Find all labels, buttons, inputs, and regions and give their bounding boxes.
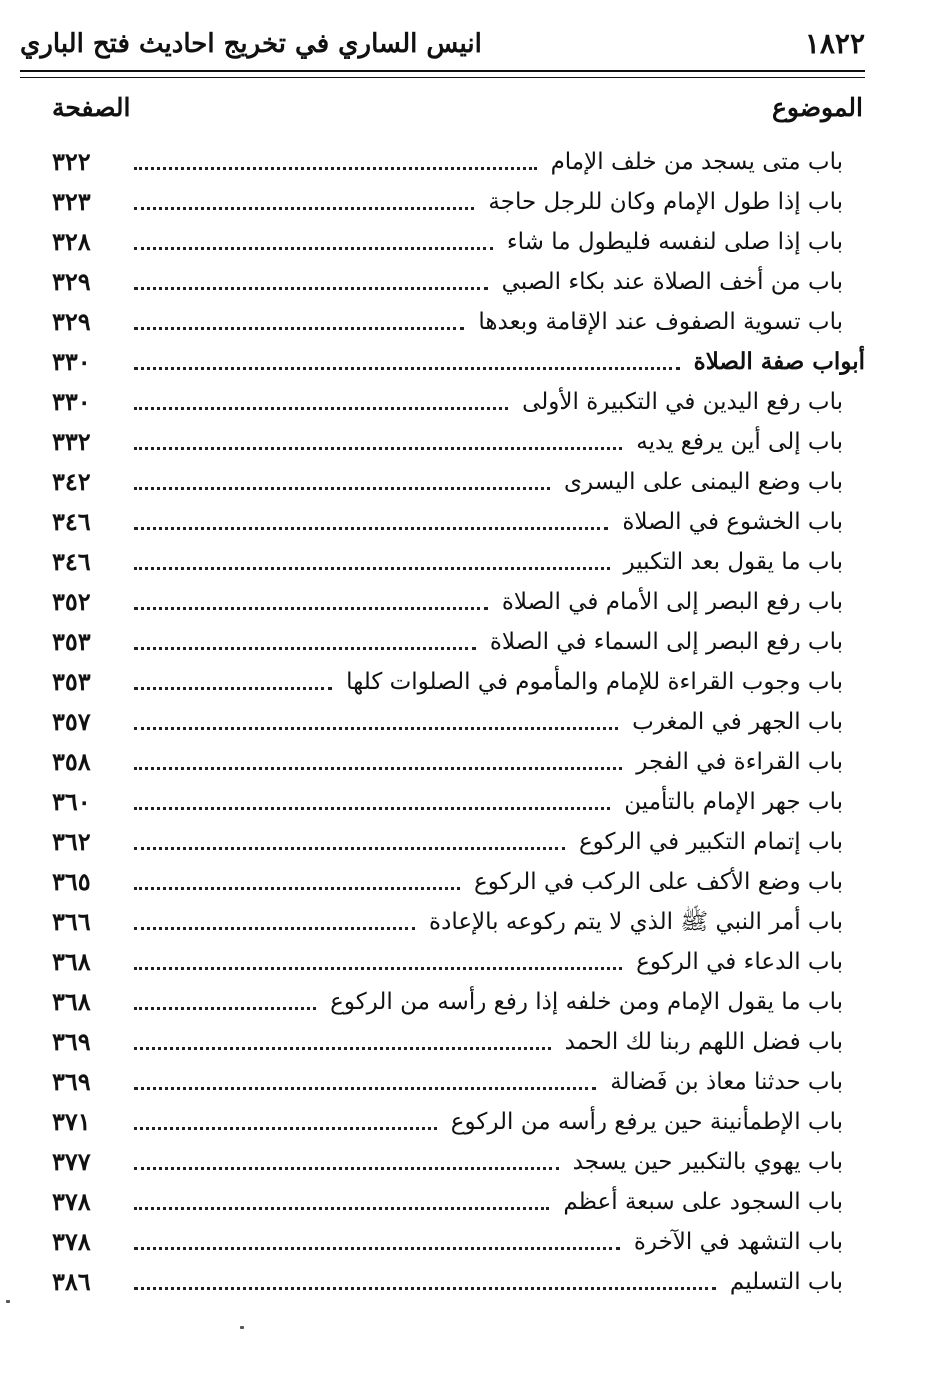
- entry-title: باب القراءة في الفجر: [636, 749, 843, 775]
- entry-page-number: ٣٢٩: [52, 307, 91, 336]
- toc-entry: [52, 502, 865, 542]
- toc-entry: [52, 942, 865, 982]
- toc-section-heading: [52, 342, 865, 382]
- dot-leader: [134, 847, 565, 850]
- toc-entry: [52, 262, 865, 302]
- toc-entry: [52, 1062, 865, 1102]
- toc-entry: [52, 142, 865, 182]
- entry-page-number: ٣٥٣: [52, 627, 91, 656]
- column-headers: [52, 86, 863, 130]
- entry-title: باب متى يسجد من خلف الإمام: [550, 149, 843, 175]
- toc-entry: [52, 1102, 865, 1142]
- dot-leader: [134, 1207, 549, 1210]
- toc-entry: [52, 302, 865, 342]
- entry-title: باب وضع اليمنى على اليسرى: [564, 469, 843, 495]
- topic-column-heading: الموضوع: [772, 93, 863, 122]
- dot-leader: [134, 1167, 559, 1170]
- entry-page-number: ٣٣٢: [52, 427, 91, 456]
- dot-leader: [134, 487, 550, 490]
- toc-entry: [52, 662, 865, 702]
- entry-page-number: ٣٥٣: [52, 667, 91, 696]
- entry-title: باب التشهد في الآخرة: [633, 1229, 843, 1255]
- toc-entry: [52, 822, 865, 862]
- toc-entry: [52, 542, 865, 582]
- toc-entry: [52, 1262, 865, 1302]
- toc-entry: [52, 622, 865, 662]
- entry-page-number: ٣٥٨: [52, 747, 91, 776]
- entry-page-number: ٣٣٠: [52, 347, 91, 376]
- entry-title: باب فضل اللهم ربنا لك الحمد: [564, 1029, 843, 1055]
- dot-leader: [134, 807, 610, 810]
- entry-title: باب ما يقول الإمام ومن خلفه إذا رفع رأسه من الركوع: [330, 989, 843, 1015]
- entry-page-number: ٣٢٩: [52, 267, 91, 296]
- entry-page-number: ٣٦٠: [52, 787, 91, 816]
- entry-title: باب إذا طول الإمام وكان للرجل حاجة: [488, 189, 843, 215]
- toc-entry: [52, 982, 865, 1022]
- entry-title: باب رفع البصر إلى السماء في الصلاة: [489, 629, 843, 655]
- dot-leader: [134, 1007, 316, 1010]
- dot-leader: [134, 207, 474, 210]
- entry-page-number: ٣٦٩: [52, 1067, 91, 1096]
- dot-leader: [134, 567, 610, 570]
- entry-page-number: ٣٣٠: [52, 387, 91, 416]
- entry-title: باب وجوب القراءة للإمام والمأموم في الصلوات كلها: [346, 669, 843, 695]
- dot-leader: [134, 967, 622, 970]
- entry-page-number: ٣٢٣: [52, 187, 91, 216]
- entry-title: باب من أخف الصلاة عند بكاء الصبي: [501, 269, 843, 295]
- scan-speck: [6, 1300, 10, 1303]
- entry-title: باب أمر النبي ﷺ الذي لا يتم ركوعه بالإعادة: [429, 909, 843, 935]
- toc-entry: [52, 1022, 865, 1062]
- entry-title: باب ما يقول بعد التكبير: [623, 549, 843, 575]
- dot-leader: [134, 1247, 620, 1250]
- toc-entry: [52, 582, 865, 622]
- entry-title: باب حدثنا معاذ بن فَضالة: [610, 1069, 843, 1095]
- entry-page-number: ٣٦٦: [52, 907, 91, 936]
- toc-entry: [52, 702, 865, 742]
- dot-leader: [134, 327, 464, 330]
- entry-title: باب الدعاء في الركوع: [636, 949, 843, 975]
- entry-title: باب التسليم: [729, 1269, 843, 1295]
- toc-entry: [52, 1222, 865, 1262]
- toc-entry: [52, 222, 865, 262]
- entry-page-number: ٣٤٢: [52, 467, 91, 496]
- entry-page-number: ٣٥٢: [52, 587, 91, 616]
- entry-title: باب جهر الإمام بالتأمين: [624, 789, 843, 815]
- dot-leader: [134, 647, 476, 650]
- page-column-heading: الصفحة: [52, 93, 131, 122]
- dot-leader: [134, 727, 618, 730]
- book-title: انيس الساري في تخريج احاديث فتح الباري: [20, 29, 482, 59]
- dot-leader: [134, 407, 508, 410]
- entry-page-number: ٣٧٨: [52, 1227, 91, 1256]
- toc-entry: [52, 382, 865, 422]
- dot-leader: [134, 167, 537, 170]
- entry-title: أبواب صفة الصلاة: [693, 348, 865, 375]
- dot-leader: [134, 687, 332, 690]
- entry-page-number: ٣٥٧: [52, 707, 91, 736]
- entry-page-number: ٣٤٦: [52, 547, 91, 576]
- toc-entry: [52, 862, 865, 902]
- entry-page-number: ٣٢٨: [52, 227, 91, 256]
- toc-entry: [52, 422, 865, 462]
- dot-leader: [134, 1127, 437, 1130]
- table-of-contents: [52, 142, 865, 1302]
- dot-leader: [134, 527, 608, 530]
- entry-title: باب يهوي بالتكبير حين يسجد: [572, 1149, 843, 1175]
- scan-speck: [240, 1326, 244, 1329]
- entry-page-number: ٣٧٧: [52, 1147, 91, 1176]
- entry-title: باب تسوية الصفوف عند الإقامة وبعدها: [478, 309, 843, 335]
- entry-page-number: ٣٢٢: [52, 147, 91, 176]
- dot-leader: [134, 887, 460, 890]
- toc-entry: [52, 902, 865, 942]
- toc-entry: [52, 1142, 865, 1182]
- toc-entry: [52, 782, 865, 822]
- entry-title: باب إتمام التكبير في الركوع: [578, 829, 843, 855]
- toc-entry: [52, 462, 865, 502]
- dot-leader: [134, 927, 415, 930]
- entry-title: باب الجهر في المغرب: [632, 709, 843, 735]
- entry-title: باب رفع اليدين في التكبيرة الأولى: [522, 389, 843, 415]
- entry-page-number: ٣٧١: [52, 1107, 91, 1136]
- entry-title: باب إلى أين يرفع يديه: [636, 429, 843, 455]
- entry-page-number: ٣٦٥: [52, 867, 91, 896]
- dot-leader: [134, 367, 680, 370]
- dot-leader: [134, 247, 493, 250]
- running-head: [20, 26, 865, 62]
- dot-leader: [134, 1047, 551, 1050]
- entry-title: باب الخشوع في الصلاة: [622, 509, 843, 535]
- entry-page-number: ٣٦٢: [52, 827, 91, 856]
- dot-leader: [134, 1087, 596, 1090]
- entry-page-number: ٣٦٨: [52, 947, 91, 976]
- header-rule-thin: [20, 77, 865, 78]
- dot-leader: [134, 1287, 716, 1290]
- entry-title: باب وضع الأكف على الركب في الركوع: [473, 869, 843, 895]
- dot-leader: [134, 767, 622, 770]
- entry-page-number: ٣٨٦: [52, 1267, 91, 1296]
- toc-entry: [52, 742, 865, 782]
- entry-page-number: ٣٤٦: [52, 507, 91, 536]
- dot-leader: [134, 287, 488, 290]
- dot-leader: [134, 447, 622, 450]
- entry-title: باب الإطمأنينة حين يرفع رأسه من الركوع: [450, 1109, 843, 1135]
- entry-title: باب رفع البصر إلى الأمام في الصلاة: [501, 589, 843, 615]
- entry-title: باب السجود على سبعة أعظم: [563, 1189, 843, 1215]
- dot-leader: [134, 607, 488, 610]
- entry-page-number: ٣٦٨: [52, 987, 91, 1016]
- toc-entry: [52, 182, 865, 222]
- entry-page-number: ٣٦٩: [52, 1027, 91, 1056]
- toc-entry: [52, 1182, 865, 1222]
- entry-title: باب إذا صلى لنفسه فليطول ما شاء: [506, 229, 843, 255]
- page-number: ١٨٢٢: [804, 27, 865, 60]
- entry-page-number: ٣٧٨: [52, 1187, 91, 1216]
- header-rule-thick: [20, 70, 865, 72]
